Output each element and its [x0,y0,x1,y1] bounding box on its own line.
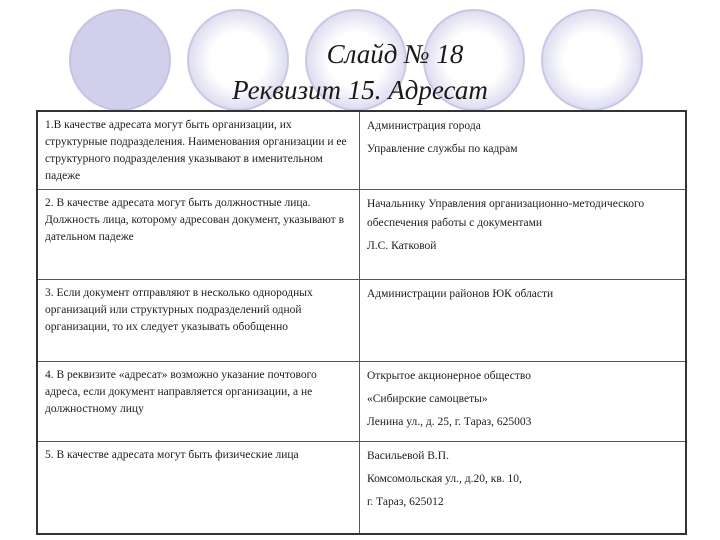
example-line: Начальнику Управления организационно-методического обеспечения работы с документами [367,198,645,229]
rule-cell: 1.В качестве адресата могут быть организации, их структурные подразделения. Наименования организации и ее структурного подразделения указывают в именительном падеже [37,111,360,190]
table-row [37,362,686,442]
example-line: Администрация города [367,120,481,132]
slide-title-line2: Реквизит 15. Адресат [232,75,488,105]
example-line: г. Тараз, 625012 [367,496,444,508]
slide-title [0,36,720,108]
example-cell [360,442,687,534]
requisite-table [36,110,687,535]
example-line: Л.С. Катковой [367,240,437,252]
example-cell [360,111,687,190]
rule-cell: 2. В качестве адресата могут быть должностные лица. Должность лица, которому адресован документ, указывают в дательном падеже [37,190,360,280]
rule-cell: 5. В качестве адресата могут быть физические лица [37,442,360,534]
example-cell [360,280,687,362]
example-cell [360,190,687,280]
example-line: Администрации районов ЮК области [367,288,554,300]
table-body [37,111,686,534]
rule-cell: 4. В реквизите «адресат» возможно указание почтового адреса, если документ направляется организации, а не должностному лицу [37,362,360,442]
example-line: Управление службы по кадрам [367,143,518,155]
table-row [37,111,686,190]
slide-title-line1: Слайд № 18 [326,39,464,69]
table-row [37,190,686,280]
table-row [37,442,686,534]
example-line: Ленина ул., д. 25, г. Тараз, 625003 [367,416,532,428]
example-line: «Сибирские самоцветы» [367,393,488,405]
example-cell [360,362,687,442]
rule-cell: 3. Если документ отправляют в несколько однородных организаций или структурных подразделений одной организации, то их следует указывать обобщенно [37,280,360,362]
example-line: Открытое акционерное общество [367,370,531,382]
example-line: Васильевой В.П. [367,450,449,462]
table-row [37,280,686,362]
example-line: Комсомольская ул., д.20, кв. 10, [367,473,522,485]
